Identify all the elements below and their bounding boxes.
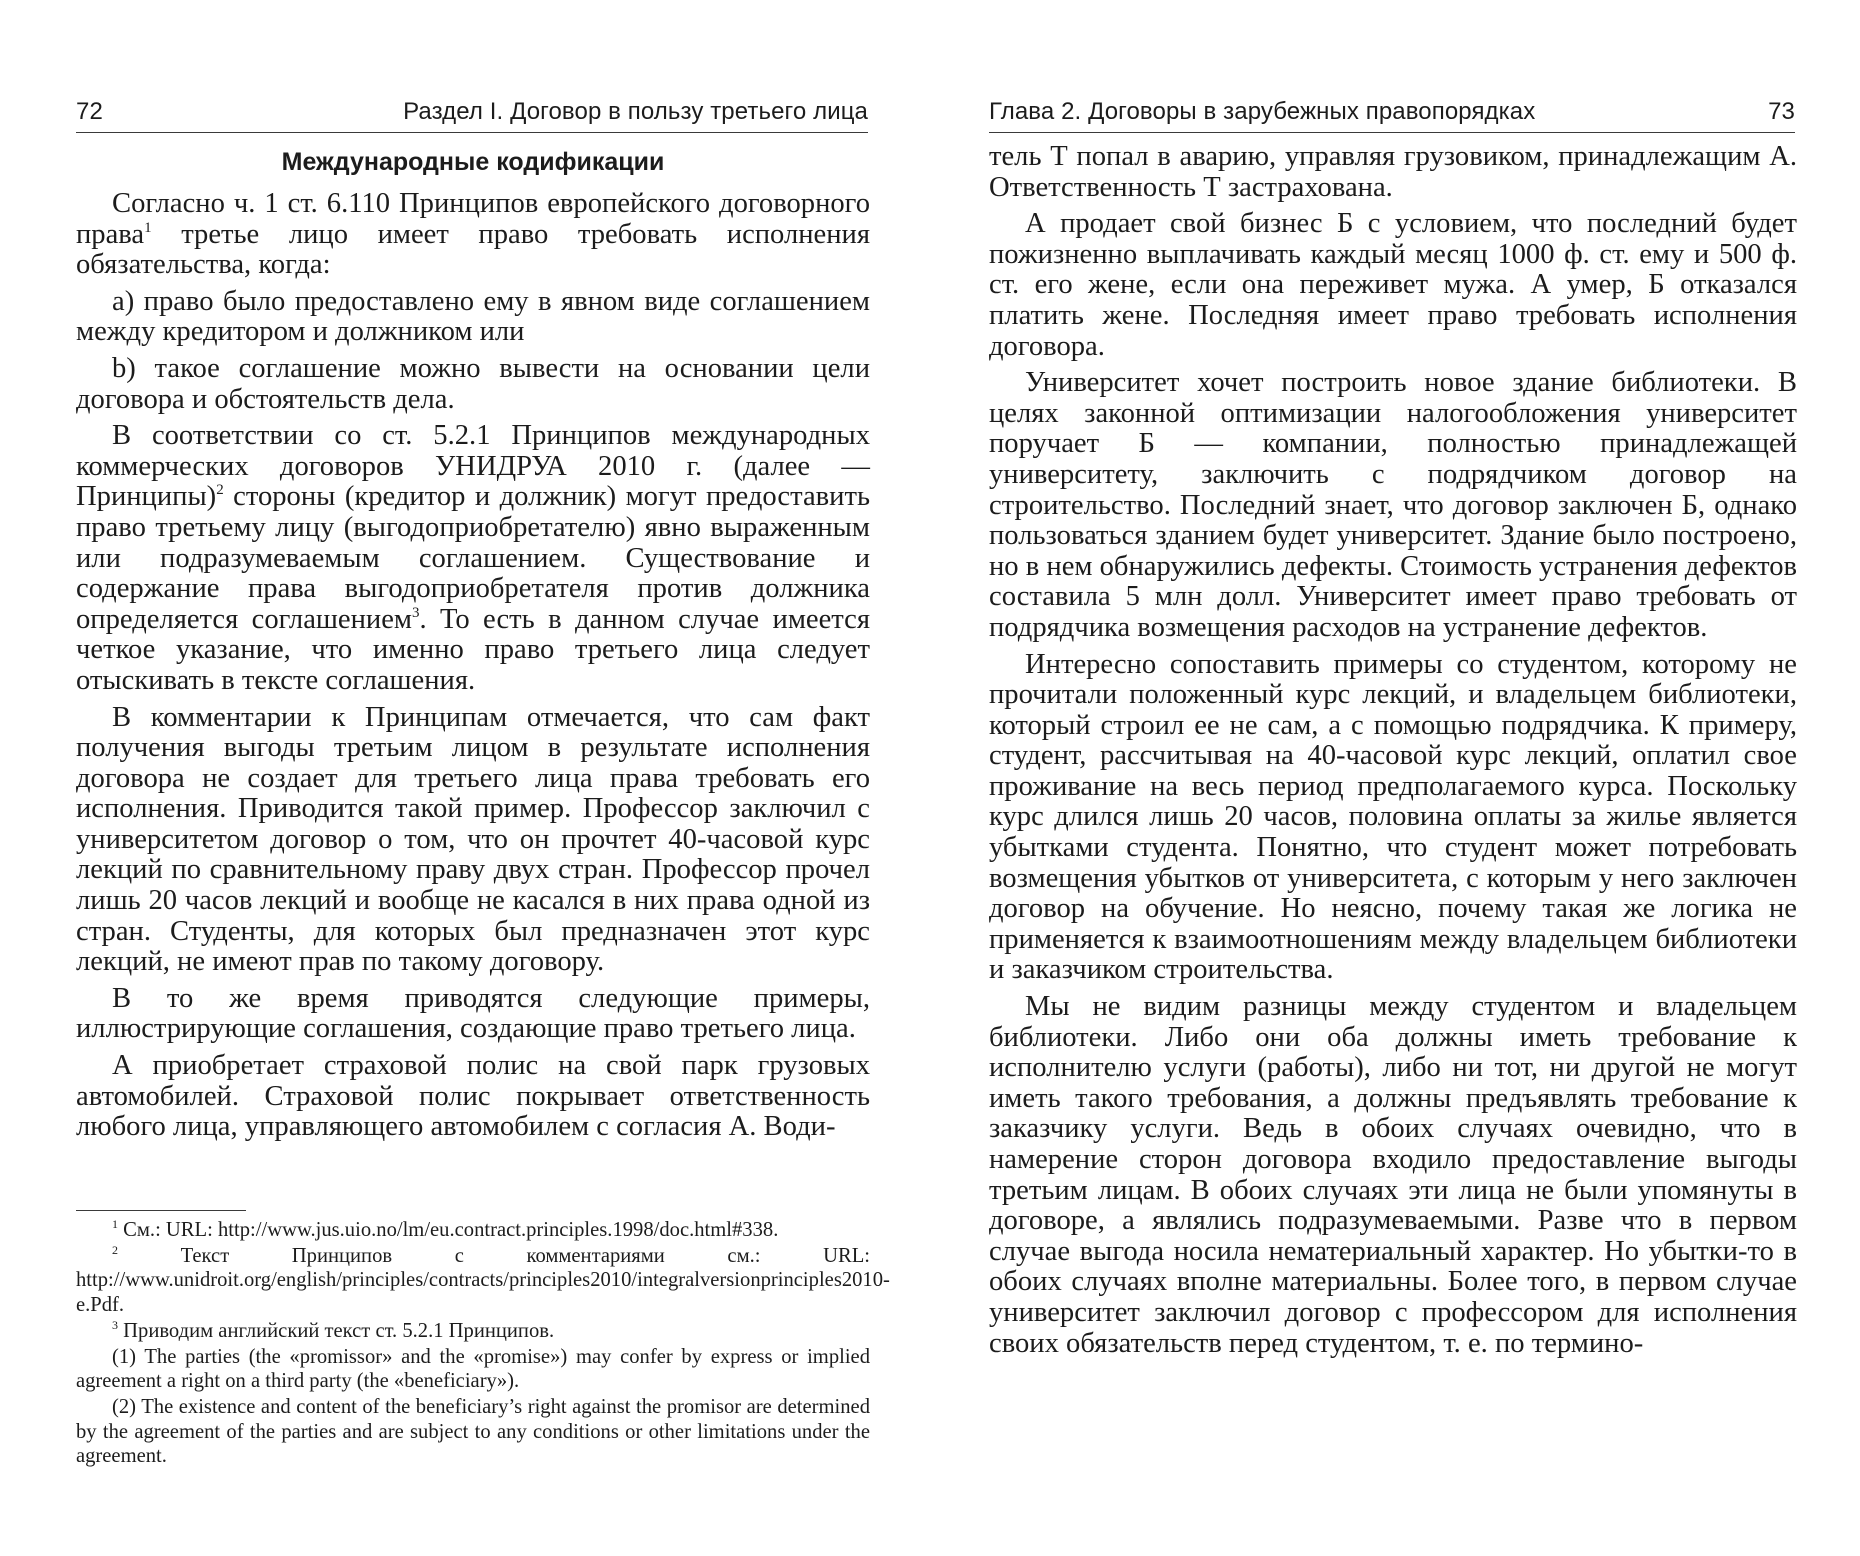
paragraph: В соответствии со ст. 5.2.1 Принципов международных коммерческих договоров УНИДРУА 2010 г. (далее — Принципы)$^2$ стороны (кредитор и должник) могут предоставить право третьему лицу (выгодоприобретателю) явно выраженным или подразумеваемым соглашением. Существование и содержание права выгодоприобретателя против должника определяется соглашением$^3$. То есть в данном случае имеется четкое указание, что именно право третьего лица следует отыскивать в тексте соглашения. [76,420,870,696]
footnote: $^3$ Приводим английский текст ст. 5.2.1 Принципов. [112,1317,555,1342]
right-page [930,0,1860,1556]
footnote-quote: (2) The existence and content of the beneficiary’s right against the promisor are determined by the agreement of the parties and are subject to any conditions or other limitations under the agreement. [76,1396,870,1467]
left-running-head [76,92,868,133]
right-running-head [989,92,1795,133]
paragraph: В то же время приводятся следующие примеры, иллюстрирующие соглашения, создающие право третьего лица. [76,982,870,1045]
right-page-number: 73 [1768,98,1795,125]
footnote: $^2$ Текст Принципов с комментариями см.: URL: http://www.unidroit.org/english/principles/contracts/principles2010/integralversionprinciples2010-e.Pdf. [76,1243,890,1316]
footnote-ref: 2 [216,482,224,499]
right-body-text [989,142,1797,1365]
paragraph: Мы не видим разницы между студентом и владельцем библиотеки. Либо они оба должны иметь требование к исполнителю услуги (работы), либо ни тот, ни другой не могут иметь такого требования, а должны предъявлять требование к заказчику услуги. Ведь в обоих случаях очевидно, что в намерение сторон договора входило предоставление выгоды третьим лицам. В обоих случаях эти лица не были упомянуты в договоре, а являлись подразумеваемыми. Разве что в первом случае выгода носила нематериальный характер. Но убытки-то в обоих случаях вполне материальны. Более того, в первом случае университет заключил договор с профессором для исполнения своих обязательств перед студентом, т. е. по термино- [989,991,1797,1359]
paragraph: Интересно сопоставить примеры со студентом, которому не прочитали положенный курс лекций, и владельцем библиотеки, который строил ее не сам, а с помощью подрядчика. К примеру, студент, рассчитывая на 40-часовой курс лекций, оплатил свое проживание на весь период предполагаемого курса. Поскольку курс длился лишь 20 часов, половина оплаты за жилье является убытками студента. Понятно, что студент может потребовать возмещения убытков от университета, с которым у него заключен договор на обучение. Но неясно, почему такая же логика не применяется к взаимоотношениям между владельцем библиотеки и заказчиком строительства. [989,648,1797,986]
paragraph: Университет хочет построить новое здание библиотеки. В целях законной оптимизации налогообложения университет поручает Б — компании, полностью принадлежащей университету, заключить с подрядчиком договор на строительство. Последний знает, что договор заключен Б, однако пользоваться зданием будет университет. Здание было построено, но в нем обнаружились дефекты. Стоимость устранения дефектов составила 5 млн долл. Университет имеет право требовать от подрядчика возмещения расходов на устранение дефектов. [989,367,1797,643]
footnote-ref: 3 [411,604,420,621]
left-running-title: Раздел I. Договор в пользу третьего лица [403,98,868,125]
paragraph: тель Т попал в аварию, управляя грузовиком, принадлежащим А. Ответственность Т застрахована. [989,141,1797,203]
left-page-number: 72 [76,98,103,125]
footnote: $^1$ См.: URL: http://www.jus.uio.no/lm/eu.contract.principles.1998/doc.html#338. [112,1217,779,1241]
footnotes [76,1217,890,1470]
section-heading: Международные кодификации [281,148,665,176]
paragraph: В комментарии к Принципам отмечается, что сам факт получения выгоды третьим лицом в результате исполнения договора не создает для третьего лица права требовать его исполнения. Приводится такой пример. Профессор заключил с университетом договор о том, что он прочтет 40-часовой курс лекций по сравнительному праву двух стран. Профессор прочел лишь 20 часов лекций и вообще не касался в них права одной из стран. Студенты, для которых был предназначен этот курс лекций, не имеют прав по такому договору. [76,701,870,978]
paragraph: А приобретает страховой полис на свой парк грузовых автомобилей. Страховой полис покрывает ответственность любого лица, управляющего автомобилем с согласия А. Води- [76,1050,870,1143]
footnote-quote: (1) The parties (the «promissor» and the «promise») may confer by express or implied agreement a right on a third party (the «beneficiary»). [76,1346,870,1393]
paragraph: Согласно ч. 1 ст. 6.110 Принципов европейского договорного права$^1$ третье лицо имеет право требовать исполнения обязательства, когда: [76,188,870,281]
footnote-divider [76,1210,246,1211]
footnote-ref: 1 [144,219,152,236]
right-running-title: Глава 2. Договоры в зарубежных правопорядках [989,98,1536,125]
paragraph: a) право было предоставлено ему в явном виде соглашением между кредитором и должником или [76,285,870,348]
paragraph: b) такое соглашение можно вывести на основании цели договора и обстоятельств дела. [76,352,870,415]
paragraph: А продает свой бизнес Б с условием, что последний будет пожизненно выплачивать каждый месяц 1000 ф. ст. ему и 500 ф. ст. его жене, если она переживет мужа. А умер, Б отказался платить жене. Последняя имеет право требовать исполнения договора. [989,208,1797,362]
left-body-text [76,145,870,1149]
